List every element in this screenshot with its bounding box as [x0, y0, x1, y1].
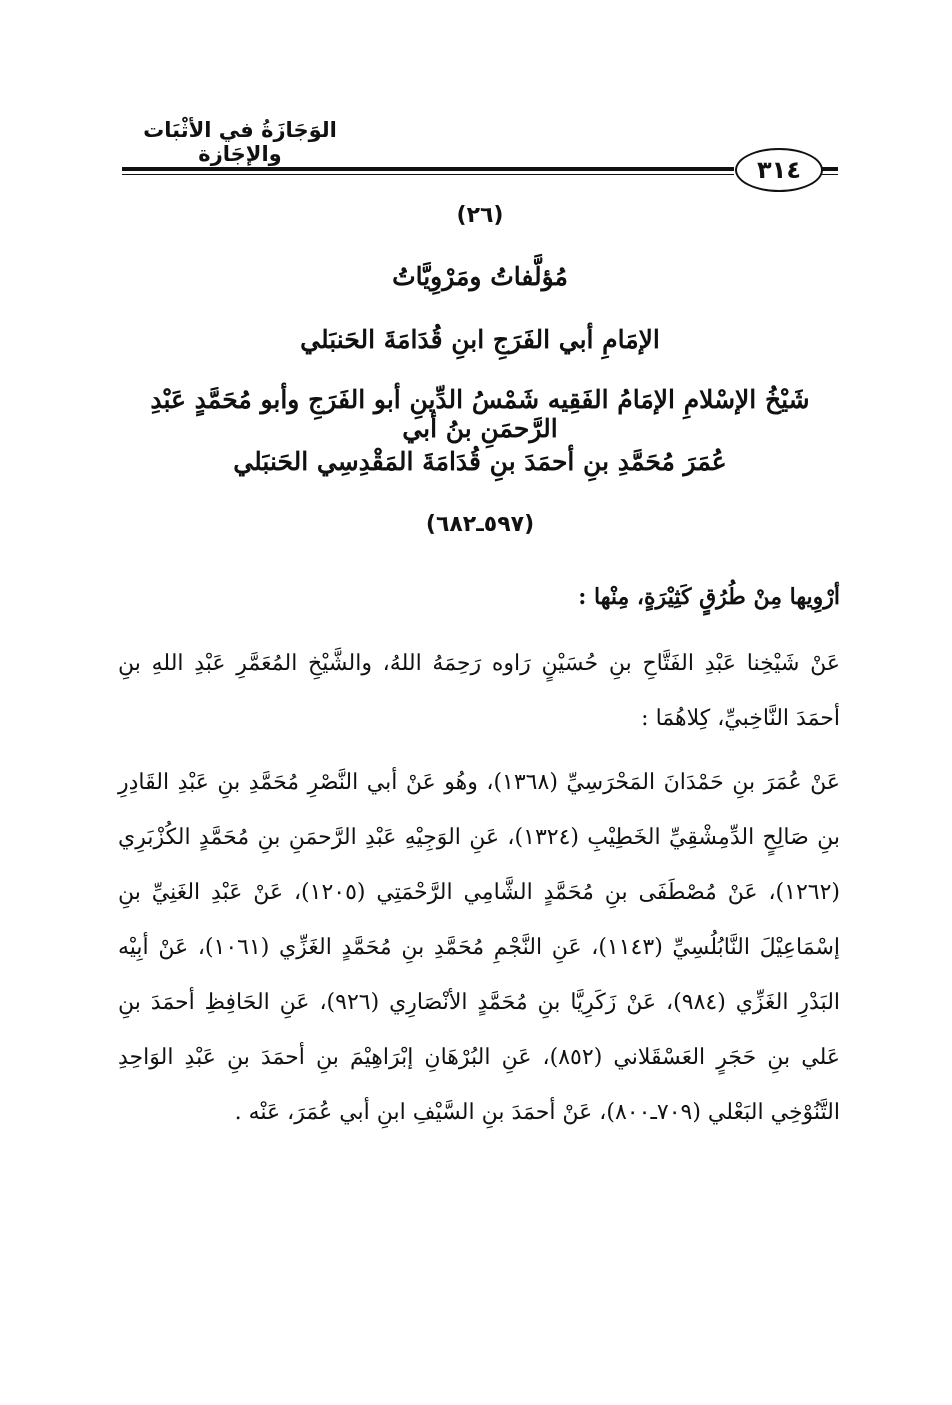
page-number: ٣١٤	[757, 156, 801, 184]
page-number-badge	[735, 148, 823, 192]
header-rule-thick	[122, 167, 734, 171]
section-heading: مُؤلَّفاتُ ومَرْوِيَّاتُ	[392, 262, 568, 291]
intro-line: أرْوِيها مِنْ طُرُقٍ كَثِيْرَةٍ، مِنْها :	[578, 584, 840, 610]
header-rule-right-thick	[822, 167, 838, 171]
paragraph-1: عَنْ شَيْخِنا عَبْدِ الفَتَّاحِ بنِ حُسَيْنٍ رَاوه رَحِمَهُ اللهُ، والشَّيْخِ المُعَمَّرِ عَبْدِ اللهِ بنِ أحمَدَ النَّاخِبيِّ، كِلاهُمَا :	[118, 651, 840, 731]
section-subject: الإمَامِ أبي الفَرَجِ ابنِ قُدَامَةَ الحَنبَلي	[300, 325, 660, 354]
life-dates: (٥٩٧ـ٦٨٢)	[425, 512, 535, 537]
section-number: (٢٦)	[456, 203, 504, 228]
running-header-title: الوَجَازَةُ في الأثْبَات والإجَازة	[143, 118, 337, 166]
paragraph-2: عَنْ عُمَرَ بنِ حَمْدَانَ المَحْرَسِيِّ (١٣٦٨)، وهُو عَنْ أبي النَّصْرِ مُحَمَّدِ بنِ عَبْدِ القَادِرِ بنِ صَالِحٍ الدِّمِشْقِيِّ الخَطِيْبِ (١٣٢٤)، عَنِ الوَجِيْهِ عَبْدِ الرَّحمَنِ بنِ مُحَمَّدٍ الكُزْبَرِي (١٢٦٢)، عَنْ مُصْطَفَى بنِ مُحَمَّدٍ الشَّامِي الرَّحْمَتِي (١٢٠٥)، عَنْ عَبْدِ الغَنِيِّ بنِ إسْمَاعِيْلَ النَّابُلُسِيِّ (١١٤٣)، عَنِ النَّجْمِ مُحَمَّدِ بنِ مُحَمَّدٍ الغَزِّي (١٠٦١)، عَنْ أبِيْه البَدْرِ الغَزِّي (٩٨٤)، عَنْ زَكَرِيَّا بنِ مُحَمَّدٍ الأنْصَارِي (٩٢٦)، عَنِ الحَافِظِ أحمَدَ بنِ عَلي بنِ حَجَرٍ العَسْقَلاني (٨٥٢)، عَنِ البُرْهَانِ إبْرَاهِيْمَ بنِ أحمَدَ بنِ عَبْدِ الوَاحِدِ التَّنُوْخِي البَعْلي (٧٠٩ـ٨٠٠)، عَنْ أحمَدَ بنِ السَّيْفِ ابنِ أبي عُمَرَ، عَنْه .	[118, 770, 841, 1125]
header-rule-right-thin	[822, 174, 838, 175]
header-rule-thin	[122, 174, 734, 175]
full-name-line-1: شَيْخُ الإسْلامِ الإمَامُ الفَقِيه شَمْسُ الدِّينِ أبو الفَرَجِ وأبو مُحَمَّدٍ عَبْدِ الرَّحمَنِ بنُ أبي	[150, 385, 810, 443]
full-name-line-2: عُمَرَ مُحَمَّدِ بنِ أحمَدَ بنِ قُدَامَةَ المَقْدِسِي الحَنبَلي	[233, 447, 727, 476]
